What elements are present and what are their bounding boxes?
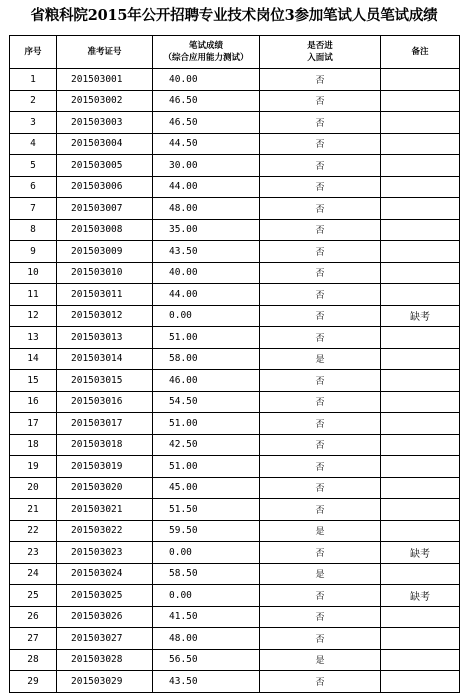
cell-no: 27 — [10, 628, 57, 650]
cell-score: 51.00 — [153, 413, 260, 435]
cell-exam-id: 201503024 — [57, 563, 153, 585]
header-score — [153, 36, 260, 69]
cell-score: 58.50 — [153, 563, 260, 585]
cell-interview: 否 — [260, 542, 381, 564]
cell-no: 16 — [10, 391, 57, 413]
cell-no: 25 — [10, 585, 57, 607]
table-row — [10, 542, 460, 564]
cell-exam-id: 201503029 — [57, 671, 153, 693]
table-row — [10, 198, 460, 220]
table-row — [10, 112, 460, 134]
table-row — [10, 69, 460, 91]
cell-exam-id: 201503007 — [57, 198, 153, 220]
cell-score: 43.50 — [153, 671, 260, 693]
cell-score: 54.50 — [153, 391, 260, 413]
cell-exam-id: 201503004 — [57, 133, 153, 155]
cell-exam-id: 201503015 — [57, 370, 153, 392]
cell-interview: 否 — [260, 477, 381, 499]
cell-exam-id: 201503027 — [57, 628, 153, 650]
cell-interview: 否 — [260, 413, 381, 435]
table-row — [10, 176, 460, 198]
cell-no: 21 — [10, 499, 57, 521]
cell-note — [381, 219, 460, 241]
table-row — [10, 241, 460, 263]
table-body — [10, 69, 460, 693]
cell-interview: 是 — [260, 649, 381, 671]
cell-exam-id: 201503021 — [57, 499, 153, 521]
cell-interview: 否 — [260, 198, 381, 220]
header-no: 序号 — [10, 36, 57, 69]
table-row — [10, 155, 460, 177]
cell-interview: 否 — [260, 112, 381, 134]
table-row — [10, 370, 460, 392]
cell-note — [381, 133, 460, 155]
cell-note — [381, 241, 460, 263]
cell-interview: 是 — [260, 348, 381, 370]
cell-score: 42.50 — [153, 434, 260, 456]
cell-note — [381, 112, 460, 134]
cell-score: 59.50 — [153, 520, 260, 542]
cell-interview: 否 — [260, 90, 381, 112]
cell-note — [381, 456, 460, 478]
cell-exam-id: 201503005 — [57, 155, 153, 177]
cell-note — [381, 649, 460, 671]
cell-no: 2 — [10, 90, 57, 112]
cell-note — [381, 176, 460, 198]
cell-no: 13 — [10, 327, 57, 349]
table-row — [10, 262, 460, 284]
cell-exam-id: 201503006 — [57, 176, 153, 198]
cell-note — [381, 499, 460, 521]
table-row — [10, 477, 460, 499]
table-row — [10, 649, 460, 671]
cell-no: 22 — [10, 520, 57, 542]
cell-interview: 是 — [260, 563, 381, 585]
cell-no: 8 — [10, 219, 57, 241]
cell-interview: 否 — [260, 219, 381, 241]
cell-interview: 否 — [260, 585, 381, 607]
cell-interview: 否 — [260, 327, 381, 349]
cell-note — [381, 327, 460, 349]
cell-note — [381, 671, 460, 693]
cell-note — [381, 198, 460, 220]
cell-score: 44.00 — [153, 284, 260, 306]
cell-exam-id: 201503017 — [57, 413, 153, 435]
cell-interview: 否 — [260, 69, 381, 91]
cell-note — [381, 90, 460, 112]
cell-note — [381, 262, 460, 284]
cell-exam-id: 201503014 — [57, 348, 153, 370]
document-title: 省粮科院2015年公开招聘专业技术岗位3参加笔试人员笔试成绩 — [30, 7, 438, 24]
cell-score: 46.50 — [153, 90, 260, 112]
cell-interview: 是 — [260, 520, 381, 542]
cell-score: 0.00 — [153, 585, 260, 607]
table-row — [10, 628, 460, 650]
cell-exam-id: 201503008 — [57, 219, 153, 241]
cell-exam-id: 201503009 — [57, 241, 153, 263]
cell-no: 15 — [10, 370, 57, 392]
table-row — [10, 391, 460, 413]
cell-score: 58.00 — [153, 348, 260, 370]
table-row — [10, 520, 460, 542]
cell-score: 51.00 — [153, 456, 260, 478]
table-row — [10, 563, 460, 585]
results-table — [9, 35, 460, 693]
cell-exam-id: 201503020 — [57, 477, 153, 499]
cell-no: 9 — [10, 241, 57, 263]
cell-no: 28 — [10, 649, 57, 671]
table-row — [10, 305, 460, 327]
table-row — [10, 456, 460, 478]
cell-note — [381, 477, 460, 499]
cell-no: 1 — [10, 69, 57, 91]
cell-score: 44.00 — [153, 176, 260, 198]
cell-note — [381, 155, 460, 177]
header-interview — [260, 36, 381, 69]
cell-score: 35.00 — [153, 219, 260, 241]
table-row — [10, 219, 460, 241]
cell-score: 48.00 — [153, 198, 260, 220]
cell-exam-id: 201503023 — [57, 542, 153, 564]
table-row — [10, 413, 460, 435]
cell-interview: 否 — [260, 241, 381, 263]
cell-score: 51.00 — [153, 327, 260, 349]
cell-exam-id: 201503010 — [57, 262, 153, 284]
cell-exam-id: 201503002 — [57, 90, 153, 112]
cell-note: 缺考 — [381, 585, 460, 607]
cell-score: 40.00 — [153, 262, 260, 284]
header-score-line1: 笔试成绩 — [188, 41, 223, 51]
header-note: 备注 — [381, 36, 460, 69]
cell-note — [381, 69, 460, 91]
cell-exam-id: 201503022 — [57, 520, 153, 542]
cell-interview: 否 — [260, 155, 381, 177]
cell-score: 46.50 — [153, 112, 260, 134]
table-row — [10, 499, 460, 521]
table-row — [10, 327, 460, 349]
table-row — [10, 284, 460, 306]
cell-score: 46.00 — [153, 370, 260, 392]
cell-note — [381, 606, 460, 628]
cell-no: 18 — [10, 434, 57, 456]
cell-interview: 否 — [260, 628, 381, 650]
cell-score: 40.00 — [153, 69, 260, 91]
cell-interview: 否 — [260, 262, 381, 284]
cell-score: 30.00 — [153, 155, 260, 177]
cell-exam-id: 201503025 — [57, 585, 153, 607]
cell-interview: 否 — [260, 176, 381, 198]
cell-interview: 否 — [260, 284, 381, 306]
table-row — [10, 671, 460, 693]
cell-exam-id: 201503026 — [57, 606, 153, 628]
cell-score: 43.50 — [153, 241, 260, 263]
cell-exam-id: 201503012 — [57, 305, 153, 327]
cell-note — [381, 413, 460, 435]
cell-score: 56.50 — [153, 649, 260, 671]
cell-interview: 否 — [260, 370, 381, 392]
cell-no: 10 — [10, 262, 57, 284]
cell-score: 41.50 — [153, 606, 260, 628]
cell-no: 24 — [10, 563, 57, 585]
cell-no: 6 — [10, 176, 57, 198]
cell-score: 0.00 — [153, 542, 260, 564]
header-exam-id: 准考证号 — [57, 36, 153, 69]
header-score-line2: （综合应用能力测试） — [163, 53, 249, 63]
cell-note: 缺考 — [381, 542, 460, 564]
cell-no: 17 — [10, 413, 57, 435]
cell-score: 48.00 — [153, 628, 260, 650]
cell-exam-id: 201503013 — [57, 327, 153, 349]
cell-no: 7 — [10, 198, 57, 220]
table-row — [10, 90, 460, 112]
cell-note: 缺考 — [381, 305, 460, 327]
cell-exam-id: 201503019 — [57, 456, 153, 478]
cell-no: 19 — [10, 456, 57, 478]
cell-score: 45.00 — [153, 477, 260, 499]
cell-note — [381, 370, 460, 392]
cell-no: 14 — [10, 348, 57, 370]
cell-exam-id: 201503001 — [57, 69, 153, 91]
cell-interview: 否 — [260, 456, 381, 478]
cell-note — [381, 434, 460, 456]
table-row — [10, 348, 460, 370]
cell-interview: 否 — [260, 133, 381, 155]
cell-no: 20 — [10, 477, 57, 499]
cell-note — [381, 628, 460, 650]
cell-interview: 否 — [260, 606, 381, 628]
cell-score: 0.00 — [153, 305, 260, 327]
cell-no: 3 — [10, 112, 57, 134]
table-row — [10, 434, 460, 456]
table-header-row — [10, 36, 460, 69]
table-row — [10, 133, 460, 155]
cell-no: 29 — [10, 671, 57, 693]
cell-score: 51.50 — [153, 499, 260, 521]
cell-no: 26 — [10, 606, 57, 628]
cell-note — [381, 284, 460, 306]
cell-interview: 否 — [260, 391, 381, 413]
cell-interview: 否 — [260, 671, 381, 693]
cell-note — [381, 391, 460, 413]
cell-no: 23 — [10, 542, 57, 564]
table-row — [10, 606, 460, 628]
cell-exam-id: 201503018 — [57, 434, 153, 456]
header-interview-line2: 入面试 — [307, 53, 333, 63]
header-interview-line1: 是否进 — [307, 41, 333, 51]
cell-no: 5 — [10, 155, 57, 177]
cell-note — [381, 563, 460, 585]
cell-exam-id: 201503016 — [57, 391, 153, 413]
cell-note — [381, 520, 460, 542]
cell-no: 4 — [10, 133, 57, 155]
cell-interview: 否 — [260, 499, 381, 521]
table-row — [10, 585, 460, 607]
cell-exam-id: 201503028 — [57, 649, 153, 671]
cell-no: 11 — [10, 284, 57, 306]
cell-exam-id: 201503003 — [57, 112, 153, 134]
cell-interview: 否 — [260, 434, 381, 456]
cell-note — [381, 348, 460, 370]
cell-interview: 否 — [260, 305, 381, 327]
cell-exam-id: 201503011 — [57, 284, 153, 306]
cell-score: 44.50 — [153, 133, 260, 155]
cell-no: 12 — [10, 305, 57, 327]
